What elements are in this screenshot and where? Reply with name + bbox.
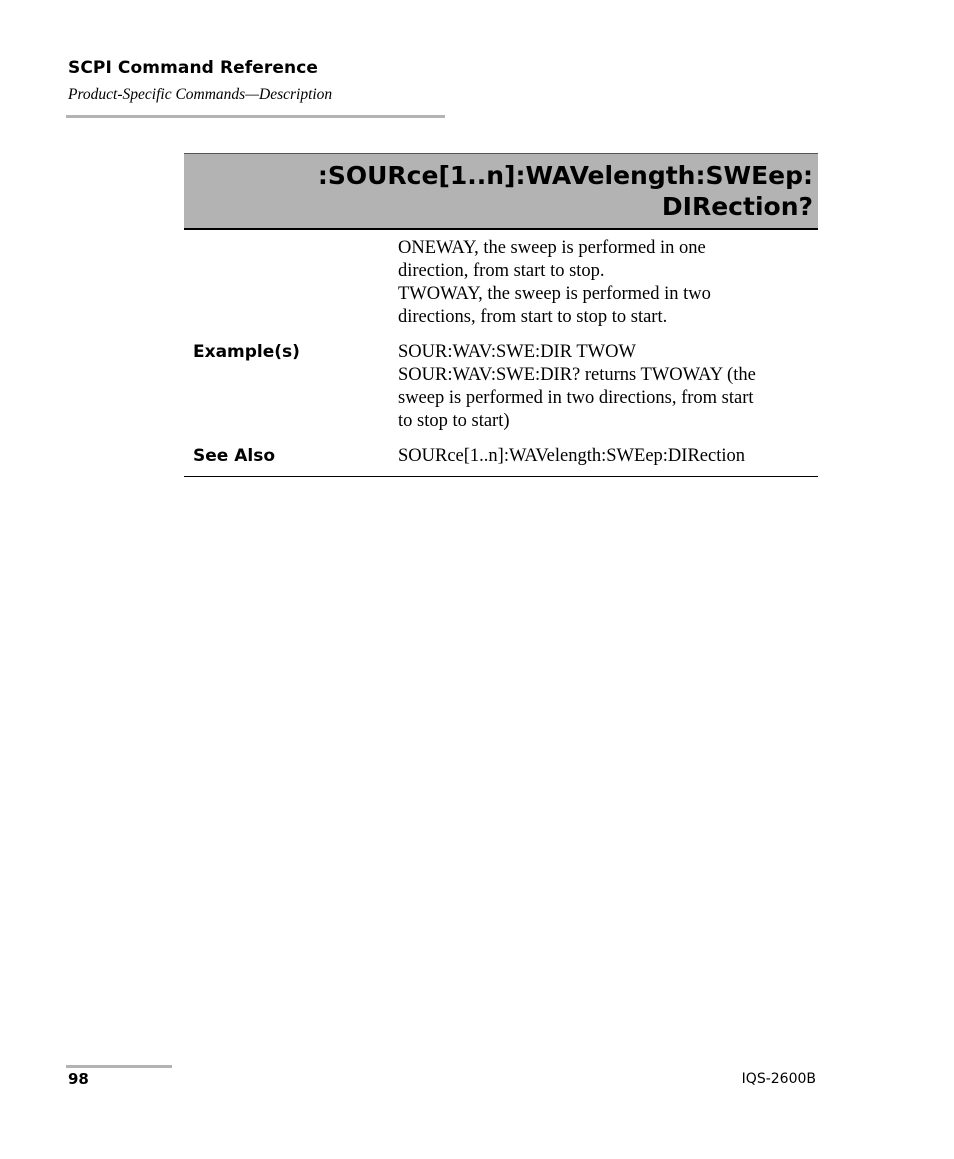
footer-rule — [66, 1065, 172, 1068]
page-number: 98 — [68, 1070, 89, 1088]
content-line: ONEWAY, the sweep is performed in one — [398, 238, 706, 258]
content-line: direction, from start to stop. — [398, 261, 605, 281]
content-line: to stop to start) — [398, 411, 510, 431]
row-label — [184, 237, 398, 329]
see-also-row — [184, 433, 818, 474]
product-name: IQS-2600B — [741, 1071, 816, 1087]
command-title — [184, 153, 818, 230]
content-line: SOUR:WAV:SWE:DIR? returns TWOWAY (the — [398, 365, 756, 385]
row-content — [398, 341, 818, 433]
section-subtitle: Product-Specific Commands—Description — [68, 86, 333, 103]
content-line: SOUR:WAV:SWE:DIR TWOW — [398, 342, 636, 362]
examples-row — [184, 329, 818, 433]
section-title: SCPI Command Reference — [68, 58, 319, 78]
see-also-link[interactable]: SOURce[1..n]:WAVelength:SWEep:DIRection — [398, 446, 745, 466]
table-bottom-rule — [184, 476, 818, 477]
content-line: TWOWAY, the sweep is performed in two — [398, 284, 711, 304]
running-header — [68, 58, 332, 104]
content-line: sweep is performed in two directions, from start — [398, 388, 754, 408]
row-content — [398, 237, 818, 329]
content-line: directions, from start to stop to start. — [398, 307, 668, 327]
parameter-row — [184, 230, 818, 329]
command-title-line-1: :SOURce[1..n]:WAVelength:SWEep: — [317, 161, 813, 190]
examples-label: Example(s) — [193, 342, 300, 362]
row-label — [184, 341, 398, 433]
row-content — [398, 445, 818, 468]
command-title-line-2: DIRection? — [661, 192, 813, 221]
row-label — [184, 445, 398, 468]
see-also-label: See Also — [193, 446, 276, 466]
header-rule — [66, 115, 445, 118]
command-table — [184, 153, 818, 477]
